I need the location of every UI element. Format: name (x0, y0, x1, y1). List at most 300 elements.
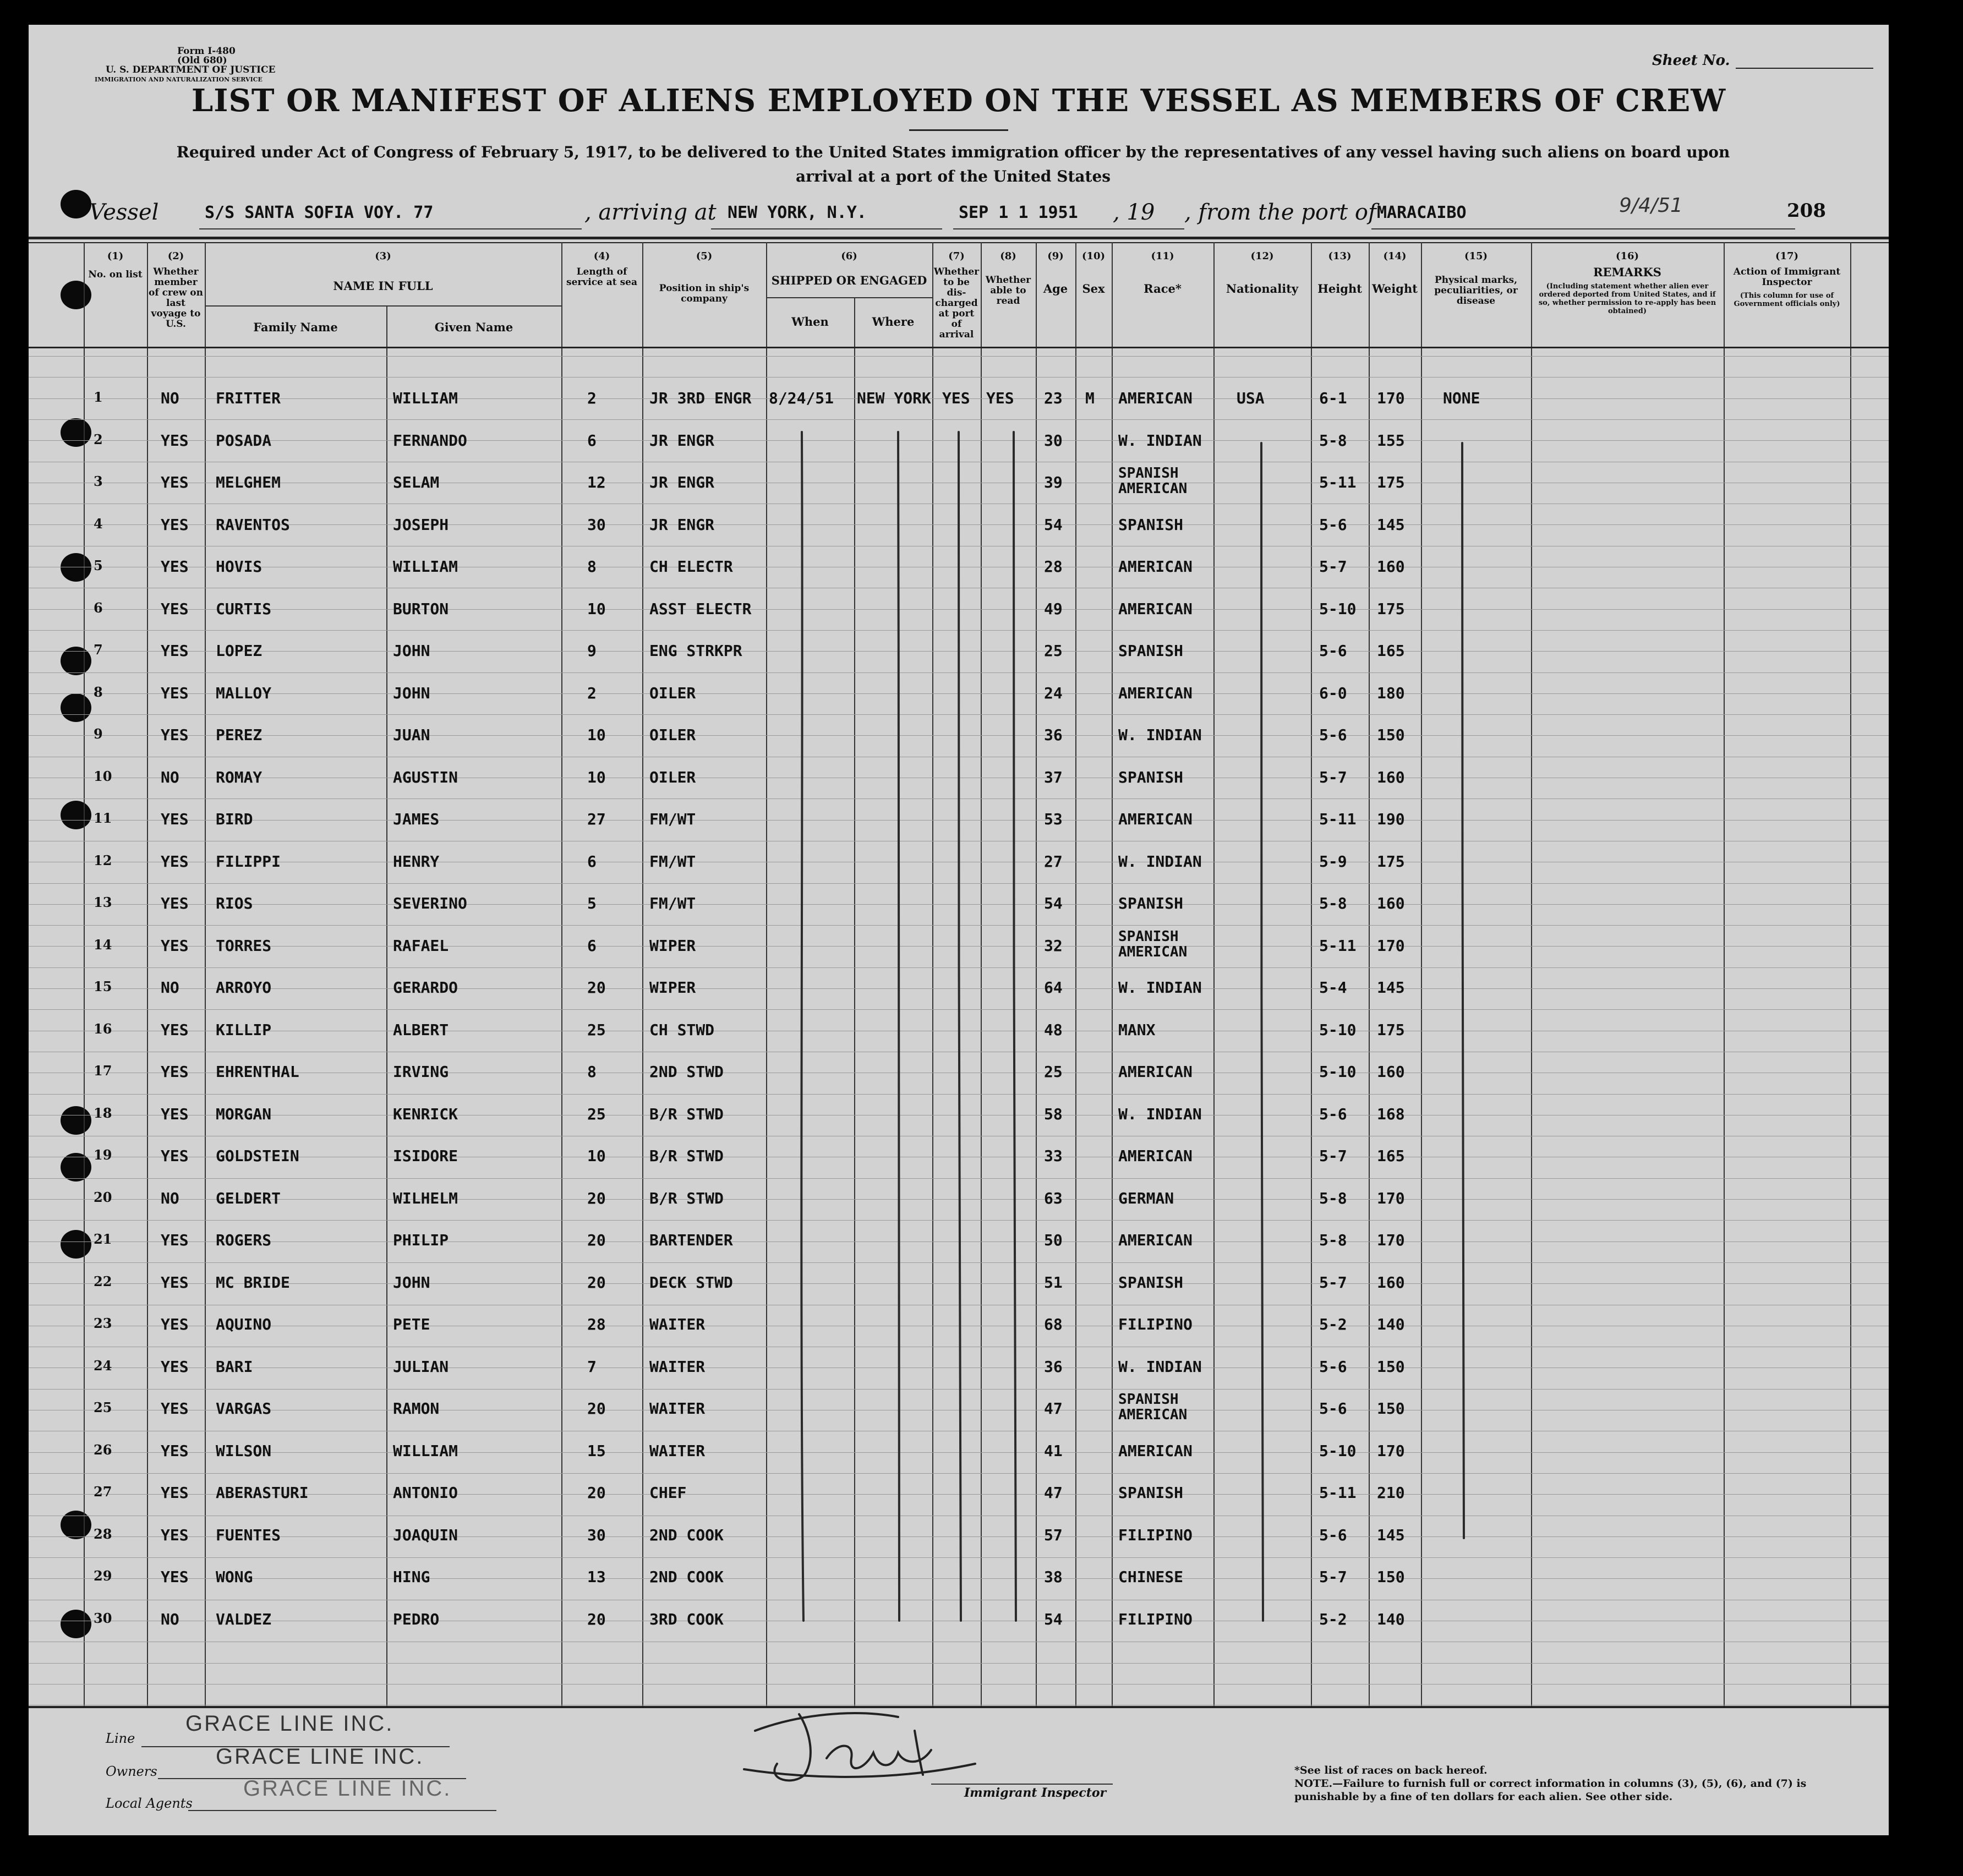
col-number: (3) (375, 250, 391, 262)
cell-last: YES (161, 852, 189, 871)
cell-position: OILER (649, 683, 696, 702)
cell-given: HING (393, 1568, 430, 1586)
cell-service: 13 (587, 1568, 606, 1586)
cell-age: 68 (1044, 1315, 1063, 1333)
cell-weight: 170 (1377, 936, 1405, 955)
cell-race: AMERICAN (1118, 683, 1193, 702)
cell-position: 3RD COOK (649, 1610, 724, 1628)
col-header-given-name: Given Name (434, 320, 513, 334)
cell-last: NO (161, 389, 179, 407)
cell-weight: 160 (1377, 1273, 1405, 1292)
cell-last: YES (161, 683, 189, 702)
cell-height: 5-8 (1319, 894, 1347, 912)
cell-weight: 160 (1377, 1063, 1405, 1081)
cell-no: 19 (94, 1147, 112, 1163)
col-number: (17) (1775, 250, 1799, 262)
cell-family: RAVENTOS (216, 515, 290, 534)
col-number: (13) (1328, 250, 1352, 262)
cell-last: YES (161, 1315, 189, 1333)
cell-age: 54 (1044, 894, 1063, 912)
vessel-name-value: S/S SANTA SOFIA VOY. 77 (205, 203, 434, 222)
cell-no: 16 (94, 1020, 112, 1037)
cell-height: 5-10 (1319, 1441, 1357, 1460)
cell-position: CHEF (649, 1484, 687, 1502)
cell-race: SPANISH (1118, 642, 1184, 660)
cell-height: 5-7 (1319, 1147, 1347, 1165)
cell-last: YES (161, 726, 189, 744)
cell-weight: 175 (1377, 473, 1405, 491)
cell-weight: 165 (1377, 642, 1405, 660)
cell-race: W. INDIAN (1118, 1104, 1202, 1123)
cell-age: 25 (1044, 1063, 1063, 1081)
cell-given: JOSEPH (393, 515, 449, 534)
cell-no: 9 (94, 726, 103, 742)
cell-race: FILIPINO (1118, 1610, 1193, 1628)
cell-age: 47 (1044, 1399, 1063, 1418)
cell-given: WILLIAM (393, 1441, 458, 1460)
cell-height: 5-6 (1319, 1525, 1347, 1544)
cell-height: 5-6 (1319, 642, 1347, 660)
cell-family: ABERASTURI (216, 1484, 309, 1502)
cell-height: 5-7 (1319, 1568, 1347, 1586)
cell-race: SPANISH AMERICAN (1118, 1391, 1188, 1423)
cell-height: 5-10 (1319, 1020, 1357, 1039)
cell-marks: NONE (1443, 389, 1480, 407)
cell-height: 6-0 (1319, 683, 1347, 702)
cell-family: WONG (216, 1568, 253, 1586)
cell-no: 12 (94, 852, 112, 868)
cell-weight: 170 (1377, 389, 1405, 407)
cell-race: AMERICAN (1118, 810, 1193, 828)
cell-height: 6-1 (1319, 389, 1347, 407)
cell-service: 9 (587, 642, 597, 660)
cell-family: BARI (216, 1357, 253, 1376)
cell-no: 17 (94, 1063, 112, 1079)
cell-height: 5-11 (1319, 1484, 1357, 1502)
cell-position: OILER (649, 768, 696, 786)
cell-service: 15 (587, 1441, 606, 1460)
col-header-discharged: Whether to be dis-charged at port of arrival (933, 266, 980, 340)
cell-service: 8 (587, 1063, 597, 1081)
cell-last: YES (161, 1484, 189, 1502)
cell-service: 7 (587, 1357, 597, 1376)
cell-position: JR ENGR (649, 473, 715, 491)
handwritten-date: 9/4/51 (1619, 194, 1683, 217)
col-header-shipped-when: When (791, 315, 829, 329)
cell-position: ENG STRKPR (649, 642, 742, 660)
cell-race: W. INDIAN (1118, 726, 1202, 744)
cell-age: 23 (1044, 389, 1063, 407)
service-name: IMMIGRATION AND NATURALIZATION SERVICE (95, 76, 263, 83)
races-note: *See list of races on back hereof. (1294, 1764, 1488, 1776)
cell-weight: 140 (1377, 1610, 1405, 1628)
cell-family: TORRES (216, 936, 272, 955)
cell-family: ARROYO (216, 978, 272, 997)
cell-race: SPANISH (1118, 1273, 1184, 1292)
cell-height: 5-6 (1319, 1357, 1347, 1376)
col-number: (6) (841, 250, 857, 262)
cell-age: 58 (1044, 1104, 1063, 1123)
cell-last: YES (161, 810, 189, 828)
cell-race: MANX (1118, 1020, 1156, 1039)
cell-given: WILHELM (393, 1189, 458, 1207)
cell-service: 6 (587, 431, 597, 450)
cell-no: 7 (94, 642, 103, 658)
cell-height: 5-7 (1319, 1273, 1347, 1292)
cell-age: 57 (1044, 1525, 1063, 1544)
cell-family: LOPEZ (216, 642, 263, 660)
cell-position: FM/WT (649, 852, 696, 871)
cell-service: 10 (587, 768, 606, 786)
cell-family: MC BRIDE (216, 1273, 290, 1292)
arriving-label: , arriving at (584, 200, 717, 225)
cell-last: NO (161, 1610, 179, 1628)
cell-service: 2 (587, 683, 597, 702)
cell-given: GERARDO (393, 978, 458, 997)
cell-given: KENRICK (393, 1104, 458, 1123)
cell-no: 10 (94, 768, 112, 784)
cell-age: 64 (1044, 978, 1063, 997)
cell-service: 20 (587, 978, 606, 997)
cell-family: FILIPPI (216, 852, 281, 871)
cell-weight: 140 (1377, 1315, 1405, 1333)
cell-no: 22 (94, 1273, 112, 1289)
cell-weight: 145 (1377, 978, 1405, 997)
cell-service: 8 (587, 557, 597, 576)
cell-race: GERMAN (1118, 1189, 1174, 1207)
cell-given: JAMES (393, 810, 440, 828)
cell-position: DECK STWD (649, 1273, 733, 1292)
cell-no: 30 (94, 1610, 112, 1626)
cell-no: 29 (94, 1568, 112, 1584)
cell-last: YES (161, 894, 189, 912)
cell-when: 8/24/51 (769, 389, 834, 407)
cell-no: 23 (94, 1315, 112, 1331)
cell-family: VALDEZ (216, 1610, 272, 1628)
cell-race: SPANISH (1118, 515, 1184, 534)
cell-no: 5 (94, 557, 103, 573)
department-name: U. S. DEPARTMENT OF JUSTICE (106, 64, 276, 75)
manifest-sheet (29, 25, 1889, 1835)
cell-last: YES (161, 1273, 189, 1292)
col-number: (15) (1464, 250, 1488, 262)
cell-no: 24 (94, 1357, 112, 1374)
cell-no: 3 (94, 473, 103, 489)
cell-age: 36 (1044, 1357, 1063, 1376)
cell-position: OILER (649, 726, 696, 744)
cell-height: 5-11 (1319, 473, 1357, 491)
cell-weight: 160 (1377, 557, 1405, 576)
cell-no: 27 (94, 1484, 112, 1500)
cell-service: 20 (587, 1231, 606, 1249)
cell-position: JR 3RD ENGR (649, 389, 752, 407)
cell-age: 28 (1044, 557, 1063, 576)
col-header-no-on-list: No. on list (88, 269, 143, 280)
cell-weight: 145 (1377, 1525, 1405, 1544)
cell-given: PEDRO (393, 1610, 440, 1628)
cell-age: 30 (1044, 431, 1063, 450)
cell-no: 8 (94, 683, 103, 700)
cell-position: FM/WT (649, 810, 696, 828)
col-header-height: Height (1317, 282, 1362, 296)
cell-given: JOHN (393, 1273, 430, 1292)
cell-last: YES (161, 1357, 189, 1376)
col-header-physical-marks: Physical marks, peculiarities, or disease (1434, 275, 1518, 307)
cell-position: WIPER (649, 978, 696, 997)
col-number: (11) (1151, 250, 1174, 262)
cell-race: AMERICAN (1118, 1147, 1193, 1165)
cell-weight: 175 (1377, 599, 1405, 618)
cell-age: 47 (1044, 1484, 1063, 1502)
cell-family: AQUINO (216, 1315, 272, 1333)
cell-age: 37 (1044, 768, 1063, 786)
cell-weight: 168 (1377, 1104, 1405, 1123)
ditto-strokes (29, 25, 1889, 1835)
cell-given: AGUSTIN (393, 768, 458, 786)
cell-height: 5-7 (1319, 557, 1347, 576)
cell-service: 20 (587, 1399, 606, 1418)
cell-given: ISIDORE (393, 1147, 458, 1165)
cell-no: 14 (94, 936, 112, 953)
cell-family: FUENTES (216, 1525, 281, 1544)
local-agents-label: Local Agents (106, 1796, 193, 1811)
cell-height: 5-10 (1319, 1063, 1357, 1081)
cell-given: JOAQUIN (393, 1525, 458, 1544)
cell-service: 5 (587, 894, 597, 912)
cell-race: SPANISH (1118, 1484, 1184, 1502)
col-number: (4) (593, 250, 610, 262)
cell-last: YES (161, 642, 189, 660)
cell-height: 5-6 (1319, 1399, 1347, 1418)
cell-race: FILIPINO (1118, 1315, 1193, 1333)
year-label: , 19 (1113, 200, 1155, 225)
cell-race: AMERICAN (1118, 557, 1193, 576)
cell-no: 15 (94, 978, 112, 994)
cell-given: PHILIP (393, 1231, 449, 1249)
cell-age: 32 (1044, 936, 1063, 955)
cell-weight: 165 (1377, 1147, 1405, 1165)
cell-given: RAMON (393, 1399, 440, 1418)
cell-age: 25 (1044, 642, 1063, 660)
cell-weight: 170 (1377, 1189, 1405, 1207)
cell-no: 11 (94, 810, 112, 826)
cell-given: WILLIAM (393, 557, 458, 576)
cell-race: AMERICAN (1118, 1063, 1193, 1081)
cell-age: 38 (1044, 1568, 1063, 1586)
col-header-name-in-full: NAME IN FULL (333, 279, 433, 293)
cell-last: YES (161, 936, 189, 955)
cell-last: YES (161, 515, 189, 534)
footer-notes (1294, 1764, 1817, 1803)
cell-race: SPANISH AMERICAN (1118, 465, 1188, 497)
owners-label: Owners (106, 1764, 157, 1779)
col-number: (16) (1615, 250, 1639, 262)
cell-race: CHINESE (1118, 1568, 1184, 1586)
cell-position: B/R STWD (649, 1147, 724, 1165)
cell-position: 2ND STWD (649, 1063, 724, 1081)
col-number: (12) (1250, 250, 1274, 262)
cell-given: WILLIAM (393, 389, 458, 407)
cell-given: HENRY (393, 852, 440, 871)
cell-last: YES (161, 1147, 189, 1165)
cell-no: 21 (94, 1231, 112, 1247)
cell-height: 5-6 (1319, 515, 1347, 534)
cell-race: AMERICAN (1118, 599, 1193, 618)
cell-position: JR ENGR (649, 515, 715, 534)
cell-race: AMERICAN (1118, 1441, 1193, 1460)
col-number: (8) (1000, 250, 1016, 262)
line-stamp: GRACE LINE INC. (185, 1711, 394, 1736)
cell-last: YES (161, 431, 189, 450)
cell-height: 5-11 (1319, 936, 1357, 955)
cell-age: 36 (1044, 726, 1063, 744)
cell-given: PETE (393, 1315, 430, 1333)
cell-service: 20 (587, 1189, 606, 1207)
cell-last: NO (161, 768, 179, 786)
cell-where: NEW YORK (857, 389, 931, 407)
cell-weight: 170 (1377, 1441, 1405, 1460)
col-header-shipped-engaged: SHIPPED OR ENGAGED (771, 274, 927, 287)
col-header-remarks-detail: (Including statement whether alien ever ordered deported from United States, and if so, whether permission to re-apply has been obtained) (1538, 282, 1716, 315)
cell-position: B/R STWD (649, 1189, 724, 1207)
cell-height: 5-8 (1319, 431, 1347, 450)
cell-position: WIPER (649, 936, 696, 955)
cell-position: CH ELECTR (649, 557, 733, 576)
col-header-age: Age (1043, 282, 1068, 296)
cell-service: 10 (587, 1147, 606, 1165)
cell-position: WAITER (649, 1357, 706, 1376)
cell-age: 50 (1044, 1231, 1063, 1249)
cell-no: 13 (94, 894, 112, 910)
col-number: (7) (948, 250, 965, 262)
cell-family: VARGAS (216, 1399, 272, 1418)
cell-race: W. INDIAN (1118, 852, 1202, 871)
cell-family: HOVIS (216, 557, 263, 576)
cell-family: BIRD (216, 810, 253, 828)
cell-age: 51 (1044, 1273, 1063, 1292)
cell-family: RIOS (216, 894, 253, 912)
cell-family: ROMAY (216, 768, 263, 786)
cell-service: 27 (587, 810, 606, 828)
cell-height: 5-6 (1319, 726, 1347, 744)
cell-position: FM/WT (649, 894, 696, 912)
cell-family: POSADA (216, 431, 272, 450)
col-number: (5) (696, 250, 713, 262)
cell-weight: 160 (1377, 894, 1405, 912)
cell-last: YES (161, 599, 189, 618)
cell-family: MORGAN (216, 1104, 272, 1123)
col-number: (9) (1047, 250, 1064, 262)
cell-position: WAITER (649, 1399, 706, 1418)
immigrant-inspector-label: Immigrant Inspector (964, 1786, 1107, 1800)
cell-given: FERNANDO (393, 431, 467, 450)
cell-age: 54 (1044, 515, 1063, 534)
col-header-inspector-action: Action of Immigrant Inspector (1733, 266, 1841, 288)
cell-given: SELAM (393, 473, 440, 491)
cell-last: YES (161, 1104, 189, 1123)
cell-weight: 210 (1377, 1484, 1405, 1502)
cell-position: BARTENDER (649, 1231, 733, 1249)
cell-age: 24 (1044, 683, 1063, 702)
col-header-service-length: Length of service at sea (566, 266, 637, 288)
cell-weight: 160 (1377, 768, 1405, 786)
cell-age: 33 (1044, 1147, 1063, 1165)
col-number: (10) (1081, 250, 1106, 262)
col-header-position: Position in ship's company (659, 283, 750, 304)
cell-no: 20 (94, 1189, 112, 1205)
cell-given: ANTONIO (393, 1484, 458, 1502)
cell-age: 54 (1044, 1610, 1063, 1628)
cell-last: YES (161, 1020, 189, 1039)
cell-last: YES (161, 1231, 189, 1249)
cell-service: 10 (587, 599, 606, 618)
form-old-number: (Old 680) (177, 55, 227, 66)
cell-weight: 180 (1377, 683, 1405, 702)
cell-weight: 155 (1377, 431, 1405, 450)
cell-weight: 150 (1377, 726, 1405, 744)
cell-last: YES (161, 1399, 189, 1418)
cell-age: 49 (1044, 599, 1063, 618)
col-header-weight: Weight (1372, 282, 1418, 296)
cell-weight: 170 (1377, 1231, 1405, 1249)
cell-service: 28 (587, 1315, 606, 1333)
cell-position: B/R STWD (649, 1104, 724, 1123)
form-number: Form I-480 (177, 46, 236, 57)
cell-nationality: USA (1237, 389, 1265, 407)
cell-last: YES (161, 1441, 189, 1460)
cell-height: 5-9 (1319, 852, 1347, 871)
cell-no: 28 (94, 1525, 112, 1542)
cell-position: 2ND COOK (649, 1568, 724, 1586)
cell-last: NO (161, 978, 179, 997)
penalty-note: NOTE.—Failure to furnish full or correct information in columns (3), (5), (6), and (7) is punishable by a fine of ten dollars for each alien. See other side. (1294, 1777, 1807, 1803)
col-header-last-voyage: Whether member of crew on last voyage to U.S. (149, 266, 203, 330)
cell-service: 25 (587, 1104, 606, 1123)
cell-weight: 175 (1377, 1020, 1405, 1039)
cell-given: JOHN (393, 683, 430, 702)
from-port-label: , from the port of (1184, 200, 1376, 225)
cell-given: ALBERT (393, 1020, 449, 1039)
cell-family: FRITTER (216, 389, 281, 407)
cell-weight: 150 (1377, 1568, 1405, 1586)
col-header-sex: Sex (1082, 282, 1105, 296)
cell-service: 12 (587, 473, 606, 491)
cell-given: RAFAEL (393, 936, 449, 955)
cell-family: PEREZ (216, 726, 263, 744)
cell-given: SEVERINO (393, 894, 467, 912)
col-header-inspector-detail: (This column for use of Government officials only) (1734, 292, 1840, 308)
inspector-signature (733, 1698, 986, 1786)
cell-last: YES (161, 1525, 189, 1544)
cell-family: ROGERS (216, 1231, 272, 1249)
cell-weight: 145 (1377, 515, 1405, 534)
vessel-label: Vessel (89, 200, 159, 225)
cell-last: YES (161, 557, 189, 576)
owners-stamp: GRACE LINE INC. (216, 1744, 424, 1769)
manifest-title: LIST OR MANIFEST OF ALIENS EMPLOYED ON THE VESSEL AS MEMBERS OF CREW (191, 83, 1726, 119)
cell-position: CH STWD (649, 1020, 715, 1039)
cell-no: 25 (94, 1399, 112, 1415)
col-number: (1) (107, 250, 124, 262)
cell-age: 53 (1044, 810, 1063, 828)
cell-service: 20 (587, 1273, 606, 1292)
cell-race: SPANISH AMERICAN (1118, 928, 1188, 960)
cell-position: 2ND COOK (649, 1525, 724, 1544)
cell-read: YES (986, 389, 1014, 407)
cell-no: 2 (94, 431, 103, 447)
cell-last: YES (161, 473, 189, 491)
col-number: (2) (167, 250, 184, 262)
